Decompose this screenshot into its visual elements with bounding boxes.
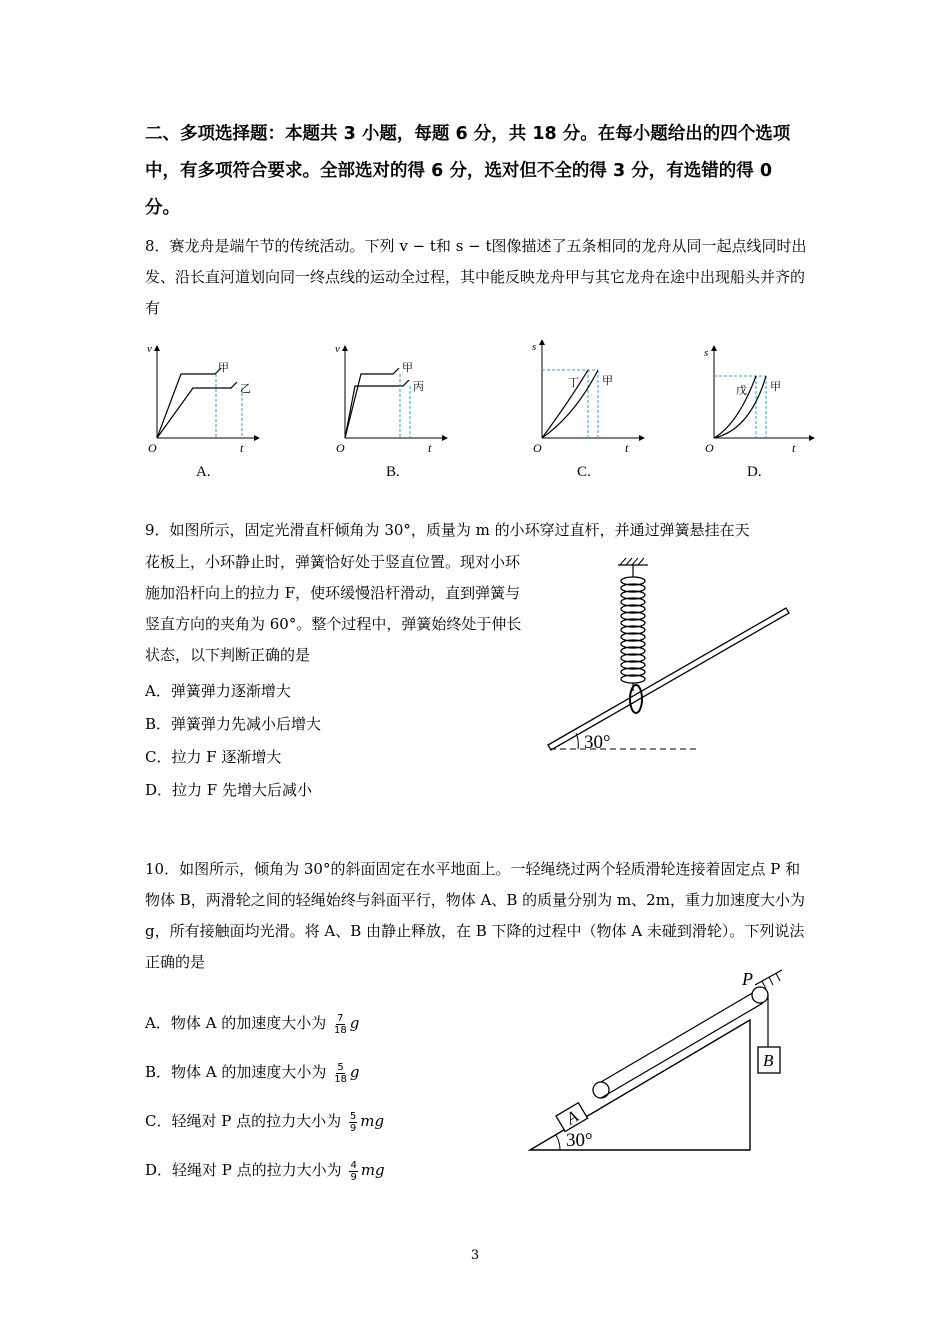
- curve-label-jia: 甲: [770, 381, 781, 393]
- fraction: $\frac{4}{9}$: [350, 1159, 357, 1183]
- origin-label: O: [336, 441, 345, 455]
- option-text: D．轻绳对 P 点的拉力大小为: [145, 1161, 342, 1179]
- x-axis-label: t: [792, 441, 796, 455]
- label-a: A: [562, 1106, 582, 1129]
- q9-option-d: D．拉力 F 先增大后减小: [145, 781, 312, 799]
- graph-c: [530, 340, 650, 455]
- option-text: B．物体 A 的加速度大小为: [145, 1063, 327, 1081]
- graph-d: [700, 340, 820, 455]
- section-heading: 二、多项选择题：本题共 3 小题，每题 6 分，共 18 分。在每小题给出的四个选项中，有多项符合要求。全部选对的得 6 分，选对但不全的得 3 分，有选错的得 0 分。: [145, 124, 791, 218]
- question-9-body: 花板上，小环静止时，弹簧恰好处于竖直位置。现对小环施加沿杆向上的拉力 F，使环缓慢沿杆滑动，直到弹簧与竖直方向的夹角为 60°。整个过程中，弹簧始终处于伸长状态，以下判断正确的是: [145, 553, 522, 664]
- q10-option-d: D．轻绳对 P 点的拉力大小为 $\frac{4}{9}$ mg: [145, 1159, 385, 1183]
- graph-c-label: C.: [577, 464, 591, 480]
- q10-option-b: B．物体 A 的加速度大小为 $\frac{5}{18}$ g: [145, 1061, 360, 1085]
- x-axis-label: t: [428, 441, 432, 455]
- fraction: $\frac{7}{18}$: [333, 1012, 347, 1036]
- y-axis-label: v: [147, 343, 152, 355]
- question-8-text: 8．赛龙舟是端午节的传统活动。下列 v − t和 s − t图像描述了五条相同的龙舟从同一起点线同时出发、沿长直河道划向同一终点线的运动全过程，其中能反映龙舟甲与其它龙舟在途中出现船头并齐的有: [145, 237, 807, 317]
- curve-label-bing: 丙: [413, 381, 424, 393]
- graph-d-label: D.: [747, 464, 762, 480]
- spring-rod-diagram: [540, 555, 800, 760]
- origin-label: O: [148, 441, 157, 455]
- page-number: 3: [470, 1248, 480, 1263]
- y-axis-label: s: [532, 341, 537, 353]
- graph-b: [333, 340, 453, 455]
- x-axis-label: t: [625, 441, 629, 455]
- angle-label: 30°: [566, 1130, 593, 1151]
- label-b: B: [763, 1051, 774, 1070]
- question-9-head: 9．如图所示，固定光滑直杆倾角为 30°，质量为 m 的小环穿过直杆，并通过弹簧悬挂在天: [145, 521, 750, 539]
- q10-option-a: A．物体 A 的加速度大小为 $\frac{7}{18}$ g: [145, 1012, 360, 1036]
- q9-option-b: B．弹簧弹力先减小后增大: [145, 715, 322, 733]
- graph-a-label: A.: [196, 464, 211, 480]
- curve-label-wu: 戊: [736, 385, 747, 397]
- x-axis-label: t: [240, 441, 244, 455]
- origin-label: O: [533, 441, 542, 455]
- y-axis-label: v: [335, 343, 340, 355]
- graph-b-label: B.: [386, 464, 400, 480]
- question-10-text: 10．如图所示，倾角为 30°的斜面固定在水平地面上。一轻绳绕过两个轻质滑轮连接着固定点 P 和物体 B，两滑轮之间的轻绳始终与斜面平行，物体 A、B 的质量分别为 m、2m，重力加速度大小为 g，所有接触面均光滑。将 A、B 由静止释放，在 B 下降的过程中（物体 A 未碰到滑轮）。下列说法正确的是: [145, 860, 805, 971]
- angle-label: 30°: [584, 732, 611, 753]
- curve-label-yi: 乙: [240, 383, 251, 395]
- origin-label: O: [705, 441, 714, 455]
- curve-label-jia: 甲: [402, 362, 413, 374]
- fraction: $\frac{5}{18}$: [334, 1061, 347, 1085]
- label-p: P: [742, 969, 753, 989]
- graph-a: [145, 340, 265, 455]
- option-text: C．轻绳对 P 点的拉力大小为: [145, 1112, 342, 1130]
- y-axis-label: s: [704, 347, 709, 359]
- curve-label-ding: 丁: [568, 377, 579, 389]
- curve-label-jia: 甲: [602, 375, 613, 387]
- q9-option-c: C．拉力 F 逐渐增大: [145, 748, 282, 766]
- q9-option-a: A．弹簧弹力逐渐增大: [145, 682, 291, 700]
- incline-pulley-diagram: [520, 965, 810, 1155]
- option-text: A．物体 A 的加速度大小为: [145, 1014, 327, 1032]
- fraction: $\frac{5}{9}$: [349, 1110, 357, 1134]
- curve-label-jia: 甲: [218, 362, 229, 374]
- q10-option-c: C．轻绳对 P 点的拉力大小为 $\frac{5}{9}$ mg: [145, 1110, 385, 1134]
